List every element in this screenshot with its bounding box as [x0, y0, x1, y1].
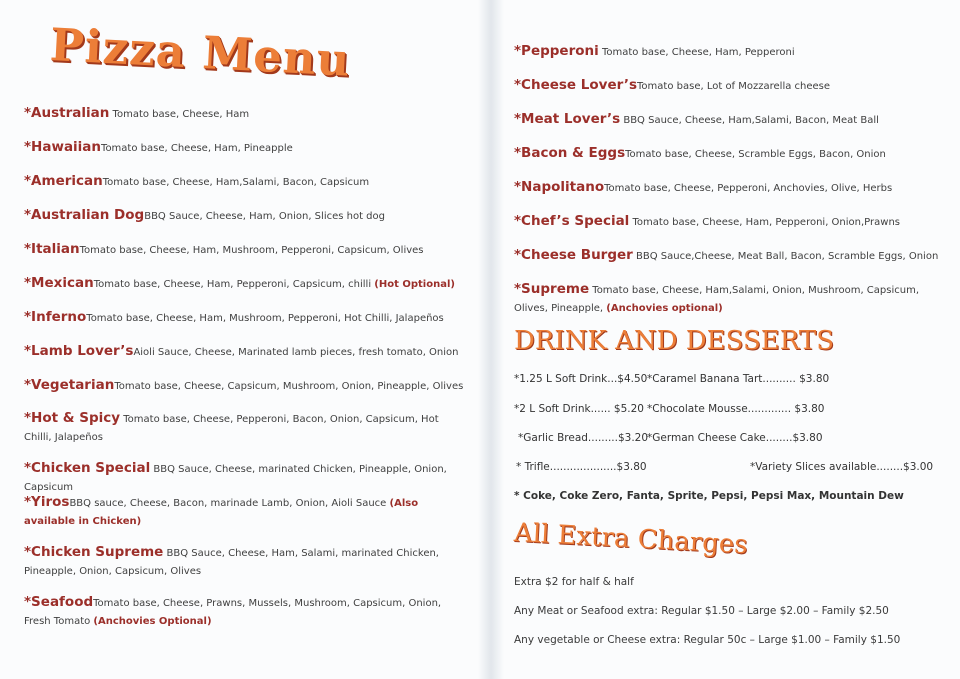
pizza-description: Tomato base, Cheese, Ham,Salami, Bacon, Capsicum	[102, 177, 370, 188]
pizza-description: Tomato base, Cheese, Ham	[112, 109, 250, 120]
pizza-note: (Anchovies Optional)	[93, 616, 212, 627]
dessert-item: *Variety Slices available........$3.00	[750, 461, 934, 473]
menu-item	[24, 342, 464, 362]
menu-item	[514, 280, 944, 318]
dessert-item: *Caramel Banana Tart.......... $3.80	[647, 373, 830, 385]
pizza-description: Tomato base, Cheese, Ham, Mushroom, Pepperoni, Hot Chilli, Jalapeños	[86, 313, 444, 324]
dessert-item: *German Cheese Cake........$3.80	[647, 432, 823, 444]
pizza-name: *Italian	[24, 241, 80, 257]
menu-item	[24, 138, 464, 158]
pizza-description: Tomato base, Cheese, Prawns, Mussels, Mushroom, Capsicum, Onion, Fresh Tomato	[24, 598, 442, 627]
dessert-item: * Trifle....................$3.80	[516, 461, 647, 473]
pizza-name: *Cheese Lover’s	[514, 77, 638, 93]
extra-charge: Any Meat or Seafood extra: Regular $1.50 – Large $2.00 – Family $2.50	[514, 605, 889, 617]
drink-item: *2 L Soft Drink...... $5.20	[514, 403, 644, 415]
menu-item	[24, 493, 464, 531]
pizza-description: Tomato base, Cheese, Ham, Pepperoni	[601, 47, 795, 58]
pizza-name: *Pepperoni	[514, 43, 599, 59]
pizza-note: (Also available in Chicken)	[24, 498, 419, 527]
pizza-name: *Cheese Burger	[514, 247, 633, 263]
menu-item	[24, 543, 464, 581]
menu-item	[514, 110, 944, 130]
pizza-name: *Chicken Supreme	[24, 544, 164, 560]
pizza-name: *Lamb Lover’s	[24, 343, 134, 359]
pizza-name: *Hawaiian	[24, 139, 102, 155]
pizza-name: *Inferno	[24, 309, 87, 325]
pizza-description: Tomato base, Cheese, Ham, Mushroom, Pepperoni, Capsicum, Olives	[79, 245, 424, 256]
pizza-description: Tomato base, Cheese, Pepperoni, Anchovies, Olive, Herbs	[604, 183, 893, 194]
menu-item	[514, 76, 944, 96]
pizza-name: *Yiros	[24, 494, 70, 510]
menu-item	[24, 376, 464, 396]
menu-item	[24, 206, 464, 226]
menu-item	[24, 308, 464, 328]
pizza-name: *Hot & Spicy	[24, 410, 121, 426]
pizza-name: *Mexican	[24, 275, 94, 291]
pizza-description: Tomato base, Cheese, Capsicum, Mushroom, Onion, Pineapple, Olives	[114, 381, 464, 392]
soft-drinks-list: * Coke, Coke Zero, Fanta, Sprite, Pepsi, Pepsi Max, Mountain Dew	[514, 490, 904, 502]
dessert-item: *Garlic Bread.........$3.20	[518, 432, 649, 444]
pizza-name: *Seafood	[24, 594, 94, 610]
pizza-description: Tomato base, Cheese, Scramble Eggs, Bacon, Onion	[625, 149, 886, 160]
menu-item	[514, 42, 944, 62]
pizza-description: Tomato base, Cheese, Ham, Pineapple	[101, 143, 293, 154]
drinks-heading: DRINK AND DESSERTS	[514, 326, 835, 356]
pizza-name: *Vegetarian	[24, 377, 115, 393]
pizza-description: Tomato base, Lot of Mozzarella cheese	[637, 81, 831, 92]
pizza-name: *Chef’s Special	[514, 213, 630, 229]
drink-item: *1.25 L Soft Drink...$4.50	[514, 373, 648, 385]
pizza-description: BBQ Sauce, Cheese, Ham, Salami, marinated Chicken, Pineapple, Onion, Capsicum, Olives	[24, 548, 439, 577]
menu-item	[24, 409, 464, 447]
menu-item	[24, 240, 464, 260]
pizza-description: BBQ Sauce, Cheese, Ham,Salami, Bacon, Meat Ball	[623, 115, 879, 126]
menu-item	[24, 593, 464, 631]
pizza-name: *American	[24, 173, 103, 189]
menu-item	[24, 459, 464, 497]
menu-item	[514, 246, 944, 266]
pizza-note: (Hot Optional)	[374, 279, 455, 290]
menu-item	[514, 212, 944, 232]
menu-item	[24, 172, 464, 192]
menu-item	[24, 104, 464, 124]
pizza-description: BBQ Sauce, Cheese, marinated Chicken, Pineapple, Onion, Capsicum	[24, 464, 447, 493]
pizza-name: *Meat Lover’s	[514, 111, 621, 127]
pizza-name: *Australian	[24, 105, 110, 121]
pizza-description: BBQ Sauce,Cheese, Meat Ball, Bacon, Scramble Eggs, Onion	[636, 251, 939, 262]
pizza-name: *Napolitano	[514, 179, 605, 195]
pizza-description: BBQ Sauce, Cheese, Ham, Onion, Slices hot dog	[144, 211, 385, 222]
pizza-description: BBQ sauce, Cheese, Bacon, marinade Lamb, Onion, Aioli Sauce	[69, 498, 387, 509]
extra-charge: Any vegetable or Cheese extra: Regular 50c – Large $1.00 – Family $1.50	[514, 634, 901, 646]
pizza-description: Tomato base, Cheese, Pepperoni, Bacon, Onion, Capsicum, Hot Chilli, Jalapeños	[24, 414, 439, 443]
extras-heading: All Extra Charges	[513, 518, 749, 561]
pizza-description: Aioli Sauce, Cheese, Marinated lamb pieces, fresh tomato, Onion	[133, 347, 459, 358]
dessert-item: *Chocolate Mousse............. $3.80	[647, 403, 825, 415]
pizza-note: (Anchovies optional)	[606, 303, 723, 314]
menu-item	[514, 144, 944, 164]
pizza-description: Tomato base, Cheese, Ham, Pepperoni, Onion,Prawns	[632, 217, 900, 228]
menu-item	[514, 178, 944, 198]
extra-charge: Extra $2 for half & half	[514, 576, 634, 588]
pizza-name: *Supreme	[514, 281, 590, 297]
page-fold	[478, 0, 504, 679]
pizza-name: *Bacon & Eggs	[514, 145, 626, 161]
page-title: Pizza Menu	[48, 18, 352, 87]
menu-item	[24, 274, 464, 294]
pizza-name: *Chicken Special	[24, 460, 151, 476]
pizza-description: Tomato base, Cheese, Ham, Pepperoni, Capsicum, chilli	[93, 279, 372, 290]
pizza-name: *Australian Dog	[24, 207, 145, 223]
pizza-description: Tomato base, Cheese, Ham,Salami, Onion, Mushroom, Capsicum, Olives, Pineapple,	[514, 285, 920, 314]
